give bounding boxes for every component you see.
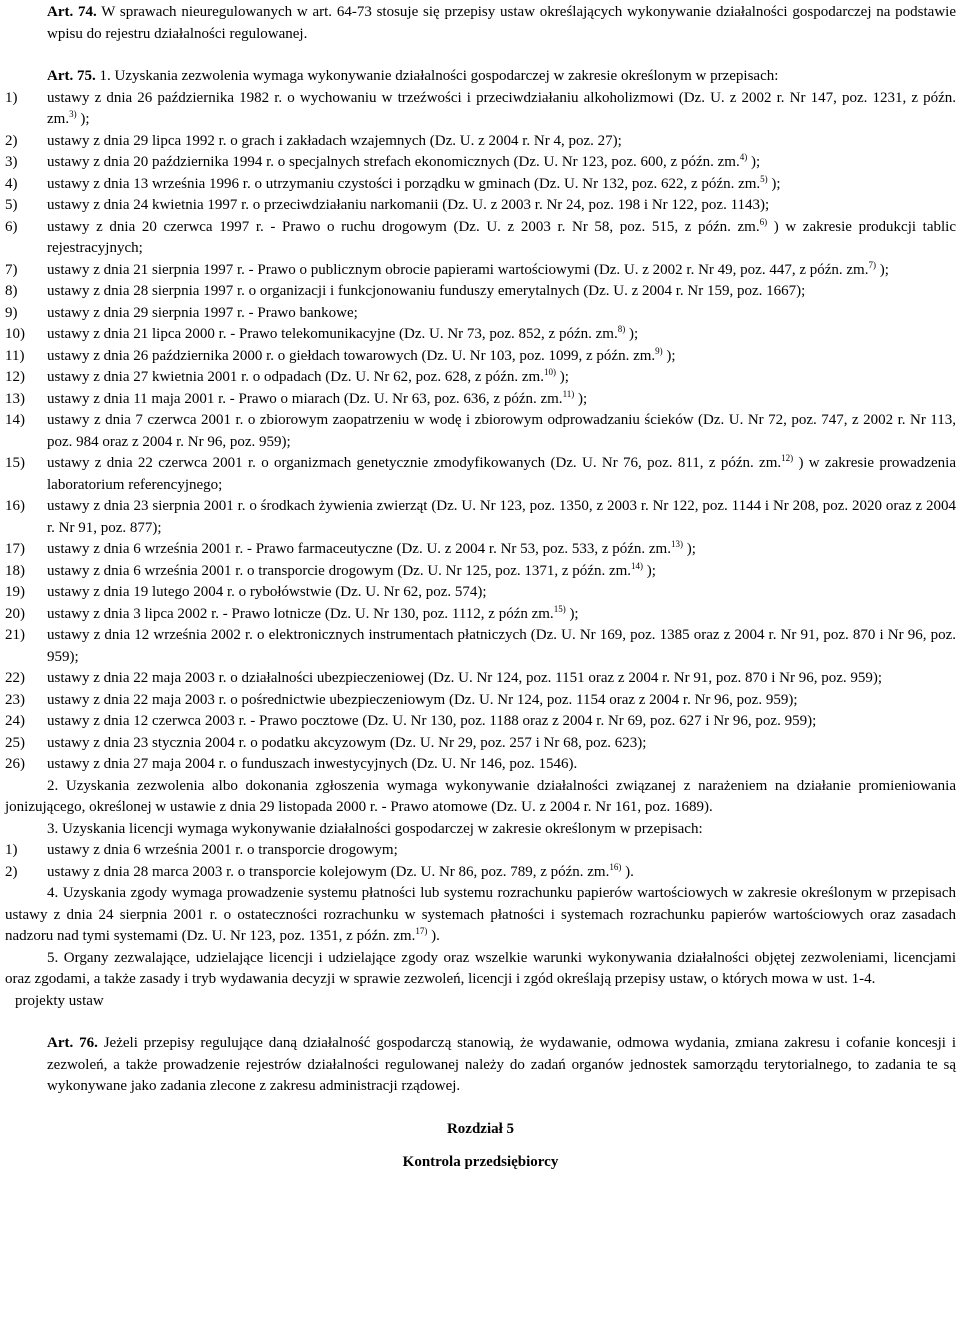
list-item xyxy=(5,453,956,496)
list-item-text xyxy=(47,840,956,862)
list-item xyxy=(5,346,956,368)
list-item-number: 24) xyxy=(5,713,25,729)
list-item xyxy=(5,840,956,862)
list-item-citation: ustawy z dnia 19 lutego 2004 r. o rybołówstwie (Dz. U. Nr 62, poz. 574); xyxy=(47,584,487,600)
list-item-citation: ustawy z dnia 23 sierpnia 2001 r. o środkach żywienia zwierząt (Dz. U. Nr 123, poz. 1350, z 2003 r. Nr 122, poz. 1144 i Nr 208, poz. 2020 oraz z 2004 r. Nr 91, poz. 877); xyxy=(47,498,956,536)
list-item-number: 1) xyxy=(5,89,18,106)
list-item-number: 7) xyxy=(5,261,18,278)
list-item-number: 2) xyxy=(5,863,18,880)
list-item-citation: ustawy z dnia 21 sierpnia 1997 r. - Prawo o publicznym obrocie papierami wartościowymi (Dz. U. z 2002 r. Nr 49, poz. 447, z późn. zm. xyxy=(47,261,869,278)
list-item-text xyxy=(47,582,956,604)
list-item-citation: ustawy z dnia 20 października 1994 r. o specjalnych strefach ekonomicznych (Dz. U. Nr 123, poz. 600, z późn. zm. xyxy=(47,154,740,170)
list-item-citation: ustawy z dnia 28 marca 2003 r. o transporcie kolejowym (Dz. U. Nr 86, poz. 789, z późn. zm. xyxy=(47,863,610,880)
list-item-tail: ); xyxy=(574,390,588,407)
footnote-ref: 4) xyxy=(739,152,748,162)
art-76-paragraph xyxy=(5,1033,956,1098)
list-item-citation: ustawy z dnia 11 maja 2001 r. - Prawo o miarach (Dz. U. Nr 63, poz. 636, z późn. zm. xyxy=(47,390,563,407)
list-item-citation: ustawy z dnia 28 sierpnia 1997 r. o organizacji i funkcjonowaniu funduszy emerytalnych (Dz. U. z 2004 r. Nr 159, poz. 1667); xyxy=(47,283,806,299)
art-76-label: Art. 76. xyxy=(47,1035,98,1051)
list-item xyxy=(5,733,956,755)
footnote-ref: 14) xyxy=(631,560,644,571)
list-item-text xyxy=(47,453,956,496)
list-item-text xyxy=(47,733,956,755)
list-item-text xyxy=(47,131,956,153)
list-item xyxy=(5,389,956,411)
list-item xyxy=(5,260,956,282)
footnote-ref: 3) xyxy=(69,109,77,119)
art-75-p5: 5. Organy zezwalające, udzielające licencji i udzielające zgody oraz wszelkie warunki wykonywania działalności objętej zezwoleniami, licencjami oraz zgodami, a także zasady i tryb wydawania decyzji w sprawie zezwoleń, licencji i zgód określają przepisy ustaw, o których mowa w ust. 1-4. xyxy=(5,949,956,987)
chapter-title: Kontrola przedsiębiorcy xyxy=(402,1154,559,1170)
list-item xyxy=(5,324,956,346)
list-item-citation: ustawy z dnia 20 czerwca 1997 r. - Prawo o ruchu drogowym (Dz. U. z 2003 r. Nr 58, poz. 515, z późn. zm. xyxy=(47,218,760,235)
list-item-number: 14) xyxy=(5,412,25,428)
list-item-number: 22) xyxy=(5,670,25,686)
list-item-text xyxy=(47,690,956,712)
list-item-citation: ustawy z dnia 22 maja 2003 r. o pośrednictwie ubezpieczeniowym (Dz. U. Nr 124, poz. 1154 oraz z 2004 r. Nr 96, poz. 959); xyxy=(47,691,798,708)
list-item-number: 13) xyxy=(5,390,25,407)
footnote-ref: 13) xyxy=(670,539,683,549)
list-item xyxy=(5,131,956,153)
list-item-tail: ); xyxy=(747,154,761,170)
list-item-tail: ) w zakresie prowadzenia laboratorium referencyjnego; xyxy=(47,455,956,493)
list-item-number: 21) xyxy=(5,627,25,643)
list-item-citation: ustawy z dnia 13 września 1996 r. o utrzymaniu czystości i porządku w gminach (Dz. U. Nr 132, poz. 622, z późn. zm. xyxy=(47,175,761,192)
list-item-tail: ). xyxy=(621,863,634,880)
list-item-tail: ); xyxy=(76,111,90,127)
list-item xyxy=(5,539,956,561)
list-item xyxy=(5,625,956,668)
footnote-ref: 15) xyxy=(553,603,566,614)
list-item-citation: ustawy z dnia 3 lipca 2002 r. - Prawo lotnicze (Dz. U. Nr 130, poz. 1112, z późn zm. xyxy=(47,605,554,622)
list-item-text xyxy=(47,496,956,539)
list-item-number: 6) xyxy=(5,218,18,235)
list-item-text xyxy=(47,152,956,174)
list-item xyxy=(5,668,956,690)
list-item xyxy=(5,561,956,583)
footnote-ref: 16) xyxy=(609,861,622,872)
list-item-text xyxy=(47,539,956,561)
list-item-number: 26) xyxy=(5,756,25,772)
list-item-text xyxy=(47,389,956,411)
list-item-number: 10) xyxy=(5,326,25,342)
list-item-citation: ustawy z dnia 7 czerwca 2001 r. o zbiorowym zaopatrzeniu w wodę i zbiorowym odprowadzaniu ścieków (Dz. U. Nr 72, poz. 747, z 2002 r. Nr 113, poz. 984 oraz z 2004 r. Nr 96, poz. 959); xyxy=(47,412,956,450)
list-item-text xyxy=(47,260,956,282)
list-item-number: 4) xyxy=(5,175,18,192)
list-item-tail: ); xyxy=(643,562,656,579)
list-item-tail: ) w zakresie produkcji tablic rejestracyjnych; xyxy=(47,218,956,256)
list-item-tail: ); xyxy=(625,326,639,342)
list-item-number: 20) xyxy=(5,605,25,622)
list-item xyxy=(5,303,956,325)
list-item-number: 25) xyxy=(5,734,25,751)
art-74-paragraph xyxy=(5,2,956,45)
list-item-text xyxy=(47,174,956,196)
list-item xyxy=(5,754,956,776)
footnote-ref: 5) xyxy=(760,173,768,184)
list-item-number: 16) xyxy=(5,498,25,514)
list-item-number: 18) xyxy=(5,562,25,579)
footnote-ref: 8) xyxy=(617,324,626,334)
list-item-citation: ustawy z dnia 6 września 2001 r. o transporcie drogowym (Dz. U. Nr 125, poz. 1371, z późn. zm. xyxy=(47,562,632,579)
list-item-number: 15) xyxy=(5,455,25,471)
footnote-ref: 12) xyxy=(781,453,794,463)
list-item-number: 19) xyxy=(5,584,25,600)
list-item-citation: ustawy z dnia 27 kwietnia 2001 r. o odpadach (Dz. U. Nr 62, poz. 628, z późn. zm. xyxy=(47,369,544,385)
art-75-p4-text: 4. Uzyskania zgody wymaga prowadzenie systemu płatności lub systemu rozrachunku papierów wartościowych w zakresie określonym w przepisach ustawy z dnia 24 sierpnia 2001 r. o ostateczności rozrachunku w systemach płatności i systemach rozrachunku papierów wartościowych oraz zasadach nadzoru nad tymi systemami (Dz. U. Nr 123, poz. 1351, z późn. zm. xyxy=(5,885,956,944)
list-item-text xyxy=(47,346,956,368)
list-item-number: 23) xyxy=(5,691,25,708)
list-item-citation: ustawy z dnia 22 czerwca 2001 r. o organizmach genetycznie zmodyfikowanych (Dz. U. Nr 76, poz. 811, z późn. zm. xyxy=(47,455,782,471)
list-item-text xyxy=(47,281,956,303)
chapter-number: Rozdział 5 xyxy=(446,1120,515,1137)
list-item-citation: ustawy z dnia 22 maja 2003 r. o działalności ubezpieczeniowej (Dz. U. Nr 124, poz. 1151 oraz z 2004 r. Nr 91, poz. 870 i Nr 96, poz. 959); xyxy=(47,670,883,686)
art-75-licence-list xyxy=(5,840,956,883)
art-75-p4 xyxy=(5,883,956,948)
list-item-citation: ustawy z dnia 23 stycznia 2004 r. o podatku akcyzowym (Dz. U. Nr 29, poz. 257 i Nr 68, poz. 623); xyxy=(47,734,647,751)
list-item xyxy=(5,88,956,131)
list-item-text xyxy=(47,668,956,690)
list-item-text xyxy=(47,625,956,668)
list-item-text xyxy=(47,711,956,733)
list-item-citation: ustawy z dnia 26 października 2000 r. o giełdach towarowych (Dz. U. Nr 103, poz. 1099, z późn. zm. xyxy=(47,347,656,364)
list-item xyxy=(5,217,956,260)
art-75-p1-intro: 1. Uzyskania zezwolenia wymaga wykonywanie działalności gospodarczej w zakresie określonym w przepisach: xyxy=(95,68,779,84)
list-item-citation: ustawy z dnia 29 lipca 1992 r. o grach i zakładach wzajemnych (Dz. U. z 2004 r. Nr 4, poz. 27); xyxy=(47,132,622,149)
list-item-text xyxy=(47,561,956,583)
list-item xyxy=(5,711,956,733)
list-item-citation: ustawy z dnia 6 września 2001 r. o transporcie drogowym; xyxy=(47,842,398,858)
list-item-tail: ); xyxy=(662,347,676,364)
list-item-number: 17) xyxy=(5,541,25,557)
footnote-ref: 11) xyxy=(562,388,575,399)
list-item-tail: ); xyxy=(767,175,781,192)
list-item-tail: ); xyxy=(555,369,569,385)
list-item xyxy=(5,195,956,217)
list-item xyxy=(5,174,956,196)
footnote-ref: 10) xyxy=(543,367,556,377)
list-item-number: 5) xyxy=(5,197,18,213)
list-item xyxy=(5,690,956,712)
list-item-tail: ); xyxy=(875,261,889,278)
list-item xyxy=(5,367,956,389)
list-item xyxy=(5,410,956,453)
list-item-text xyxy=(47,862,956,884)
art-75-label: Art. 75. xyxy=(47,68,96,84)
list-item-number: 3) xyxy=(5,154,18,170)
art-75-intro xyxy=(5,66,956,88)
art-76-text: Jeżeli przepisy regulujące daną działalność gospodarczą stanowią, że wydawanie, odmowa wydania, zmiana zakresu i cofanie koncesji i zezwoleń, a także prowadzenie rejestrów działalności regulowanej należy do zadań organów jednostek samorządu terytorialnego, to zadania te są wykonywane jako zadania zlecone z zakresu administracji rządowej. xyxy=(47,1035,956,1094)
list-item-number: 12) xyxy=(5,369,25,385)
list-item-text xyxy=(47,367,956,389)
list-item-text xyxy=(47,303,956,325)
list-item-text xyxy=(47,410,956,453)
footnote-ref: 17) xyxy=(415,926,428,936)
art-74-text: W sprawach nieuregulowanych w art. 64-73 stosuje się przepisy ustaw określających wykonywanie działalności gospodarczej na podstawie wpisu do rejestru działalności regulowanej. xyxy=(47,4,956,42)
list-item-citation: ustawy z dnia 6 września 2001 r. - Prawo farmaceutyczne (Dz. U. z 2004 r. Nr 53, poz. 533, z późn. zm. xyxy=(47,541,671,557)
list-item-number: 11) xyxy=(5,347,25,364)
list-item-number: 8) xyxy=(5,283,18,299)
footnote-ref: 7) xyxy=(868,259,876,270)
list-item xyxy=(5,281,956,303)
list-item-number: 9) xyxy=(5,304,18,321)
list-item-text xyxy=(47,604,956,626)
note-projekty-ustaw: projekty ustaw xyxy=(15,992,104,1009)
art-75-permit-list xyxy=(5,88,956,776)
list-item-citation: ustawy z dnia 21 lipca 2000 r. - Prawo telekomunikacyjne (Dz. U. Nr 73, poz. 852, z późn. zm. xyxy=(47,326,618,342)
list-item-text xyxy=(47,195,956,217)
art-75-p3-intro: 3. Uzyskania licencji wymaga wykonywanie działalności gospodarczej w zakresie określonym w przepisach: xyxy=(47,820,703,837)
list-item-citation: ustawy z dnia 24 kwietnia 1997 r. o przeciwdziałaniu narkomanii (Dz. U. z 2003 r. Nr 24, poz. 198 i Nr 122, poz. 1143); xyxy=(47,197,770,213)
list-item-citation: ustawy z dnia 12 czerwca 2003 r. - Prawo pocztowe (Dz. U. Nr 130, poz. 1188 oraz z 2004 r. Nr 69, poz. 627 i Nr 96, poz. 959); xyxy=(47,713,817,729)
list-item-tail: ); xyxy=(682,541,696,557)
art-74-label: Art. 74. xyxy=(47,4,97,20)
list-item xyxy=(5,582,956,604)
list-item-text xyxy=(47,324,956,346)
list-item-number: 1) xyxy=(5,842,18,858)
art-75-p2: 2. Uzyskania zezwolenia albo dokonania zgłoszenia wymaga wykonywanie działalności związanej z narażeniem na działanie promieniowania jonizującego, określonej w ustawie z dnia 29 listopada 2000 r. - Prawo atomowe (Dz. U. z 2004 r. Nr 161, poz. 1689). xyxy=(5,777,956,815)
footnote-ref: 6) xyxy=(759,216,768,227)
list-item xyxy=(5,496,956,539)
list-item-number: 2) xyxy=(5,132,18,149)
list-item-citation: ustawy z dnia 26 października 1982 r. o wychowaniu w trzeźwości i przeciwdziałaniu alkoholizmowi (Dz. U. z 2002 r. Nr 147, poz. 1231, z późn. zm. xyxy=(47,89,956,127)
art-75-p4-end: ). xyxy=(427,928,440,944)
list-item-tail: ); xyxy=(565,605,579,622)
list-item-text xyxy=(47,754,956,776)
list-item-citation: ustawy z dnia 29 sierpnia 1997 r. - Prawo bankowe; xyxy=(47,304,358,321)
list-item-citation: ustawy z dnia 12 września 2002 r. o elektronicznych instrumentach płatniczych (Dz. U. Nr 169, poz. 1385 oraz z 2004 r. Nr 91, poz. 870 i Nr 96, poz. 959); xyxy=(47,627,956,665)
list-item xyxy=(5,152,956,174)
list-item-text xyxy=(47,88,956,131)
footnote-ref: 9) xyxy=(655,345,663,356)
list-item-text xyxy=(47,217,956,260)
list-item xyxy=(5,604,956,626)
list-item-citation: ustawy z dnia 27 maja 2004 r. o funduszach inwestycyjnych (Dz. U. Nr 146, poz. 1546). xyxy=(47,756,578,772)
list-item xyxy=(5,862,956,884)
